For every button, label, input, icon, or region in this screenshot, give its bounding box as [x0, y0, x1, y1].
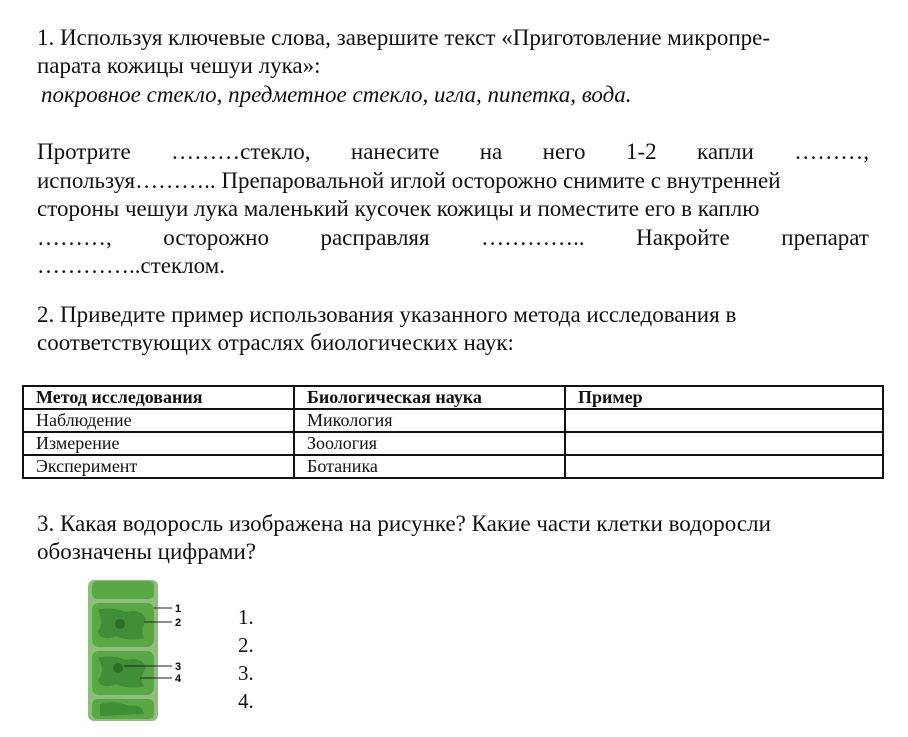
word: расправляя: [320, 225, 430, 250]
table-header-row: [23, 386, 883, 409]
figure-label: 2: [175, 617, 182, 629]
figure-label: 1: [175, 603, 182, 615]
cell-science: Зоология: [294, 432, 565, 455]
cell-method: Эксперимент: [23, 455, 294, 478]
table-row: [23, 409, 883, 432]
word: 1-2: [625, 139, 657, 164]
blank-tool: …………..: [481, 225, 585, 250]
word: нанесите: [350, 139, 440, 164]
table-row: [23, 432, 883, 455]
word: него: [542, 139, 586, 164]
word: Протрите: [37, 139, 131, 164]
task1-paragraph-line2: используя……….. Препаровальной иглой осторожно снимите с внутренней: [37, 168, 781, 193]
task1-keywords: покровное стекло, предметное стекло, игла, пипетка, вода.: [41, 82, 632, 107]
task1-heading-line2: парата кожицы чешуи лука»:: [37, 53, 321, 78]
answer-item[interactable]: 2.: [238, 633, 254, 657]
cell-example[interactable]: [565, 432, 883, 455]
figure-label: 3: [175, 661, 182, 673]
task1-paragraph-line4: [37, 224, 869, 252]
task2-heading-line1: 2. Приведите пример использования указанного метода исследования в: [37, 302, 737, 327]
table-row: [23, 455, 883, 478]
blank-liquid: ………,: [794, 139, 869, 164]
header-method: Метод исследования: [23, 386, 294, 409]
answer-item[interactable]: 1.: [238, 605, 254, 629]
task1-paragraph-line1: [37, 138, 869, 166]
cell-example[interactable]: [565, 409, 883, 432]
word: Накройте: [636, 225, 730, 250]
header-example: Пример: [565, 386, 883, 409]
answer-item[interactable]: 3.: [238, 661, 254, 685]
word: капли: [697, 139, 754, 164]
task1-paragraph-line5: …………..стеклом.: [37, 253, 225, 278]
nucleus: [113, 663, 123, 673]
task3-heading-line2: обозначены цифрами?: [37, 539, 256, 564]
task3-heading-line1: 3. Какая водоросль изображена на рисунке? Какие части клетки водоросли: [37, 511, 771, 536]
chloroplast: [98, 656, 146, 687]
word: осторожно: [163, 225, 269, 250]
header-science: Биологическая наука: [294, 386, 565, 409]
cell: [92, 581, 154, 599]
task2-heading-line2: соответствующих отраслях биологических наук:: [37, 330, 514, 355]
answers-list: [238, 603, 254, 715]
algae-figure: [80, 578, 190, 723]
cell-method: Наблюдение: [23, 409, 294, 432]
answer-item[interactable]: 4.: [238, 689, 254, 713]
methods-table: [22, 385, 884, 479]
cell-science: Ботаника: [294, 455, 565, 478]
cell-science: Микология: [294, 409, 565, 432]
cell-method: Измерение: [23, 432, 294, 455]
blank-slide: ………стекло,: [171, 139, 311, 164]
task1-paragraph-line3: стороны чешуи лука маленький кусочек кожицы и поместите его в каплю: [37, 196, 760, 221]
task1-heading-line1: 1. Используя ключевые слова, завершите текст «Приготовление микропре-: [37, 25, 770, 50]
figure-label: 4: [175, 673, 182, 685]
word: на: [479, 139, 503, 164]
blank-liquid: ………,: [37, 225, 112, 250]
nucleus: [115, 619, 125, 629]
cell-example[interactable]: [565, 455, 883, 478]
word: препарат: [781, 225, 869, 250]
